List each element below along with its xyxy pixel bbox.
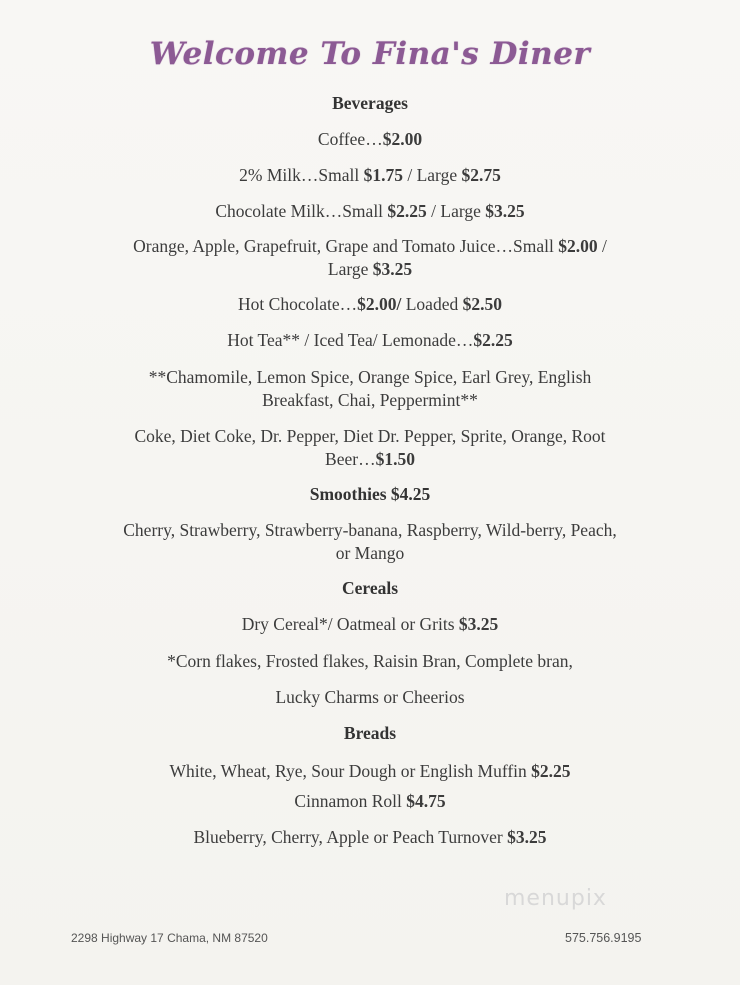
juice-line: Orange, Apple, Grapefruit, Grape and Tomato Juice…Small $2.00 / — [133, 236, 607, 256]
cereal-line: Dry Cereal*/ Oatmeal or Grits $3.25 — [241, 614, 499, 634]
smoothies-heading: Smoothies $4.25 — [309, 484, 431, 504]
cereal-note-1: *Corn flakes, Frosted flakes, Raisin Bran, Complete bran, — [167, 651, 573, 671]
cereals-heading: Cereals — [341, 578, 399, 598]
menupix-watermark: menupix — [504, 886, 607, 911]
smoothies-flavors-2: or Mango — [335, 543, 405, 563]
milk-line: 2% Milk…Small $1.75 / Large $2.75 — [239, 165, 501, 185]
hot-chocolate-line: Hot Chocolate…$2.00/ Loaded $2.50 — [238, 294, 502, 314]
address: 2298 Highway 17 Chama, NM 87520 — [71, 931, 268, 945]
chocolate-milk-line: Chocolate Milk…Small $2.25 / Large $3.25 — [215, 201, 525, 221]
soda-line-2: Beer…$1.50 — [325, 449, 415, 469]
smoothies-flavors-1: Cherry, Strawberry, Strawberry-banana, Raspberry, Wild-berry, Peach, — [123, 520, 617, 540]
beverages-heading: Beverages — [332, 93, 408, 113]
tea-note-2: Breakfast, Chai, Peppermint** — [262, 390, 478, 410]
cereal-note-2: Lucky Charms or Cheerios — [275, 687, 465, 707]
turnover-line: Blueberry, Cherry, Apple or Peach Turnover $3.25 — [193, 827, 547, 847]
tea-note-1: **Chamomile, Lemon Spice, Orange Spice, Earl Grey, English — [148, 367, 592, 387]
coffee-line: Coffee…$2.00 — [317, 129, 423, 149]
soda-line-1: Coke, Diet Coke, Dr. Pepper, Diet Dr. Pepper, Sprite, Orange, Root — [134, 426, 606, 446]
breads-heading: Breads — [343, 723, 397, 743]
page-title: Welcome To Fina's Diner — [149, 36, 591, 72]
toast-line: White, Wheat, Rye, Sour Dough or English Muffin $2.25 — [169, 761, 571, 781]
cinnamon-roll-line: Cinnamon Roll $4.75 — [294, 791, 446, 811]
phone-number: 575.756.9195 — [565, 931, 642, 945]
juice-line-2: Large $3.25 — [327, 259, 413, 279]
tea-line: Hot Tea** / Iced Tea/ Lemonade…$2.25 — [227, 330, 513, 350]
